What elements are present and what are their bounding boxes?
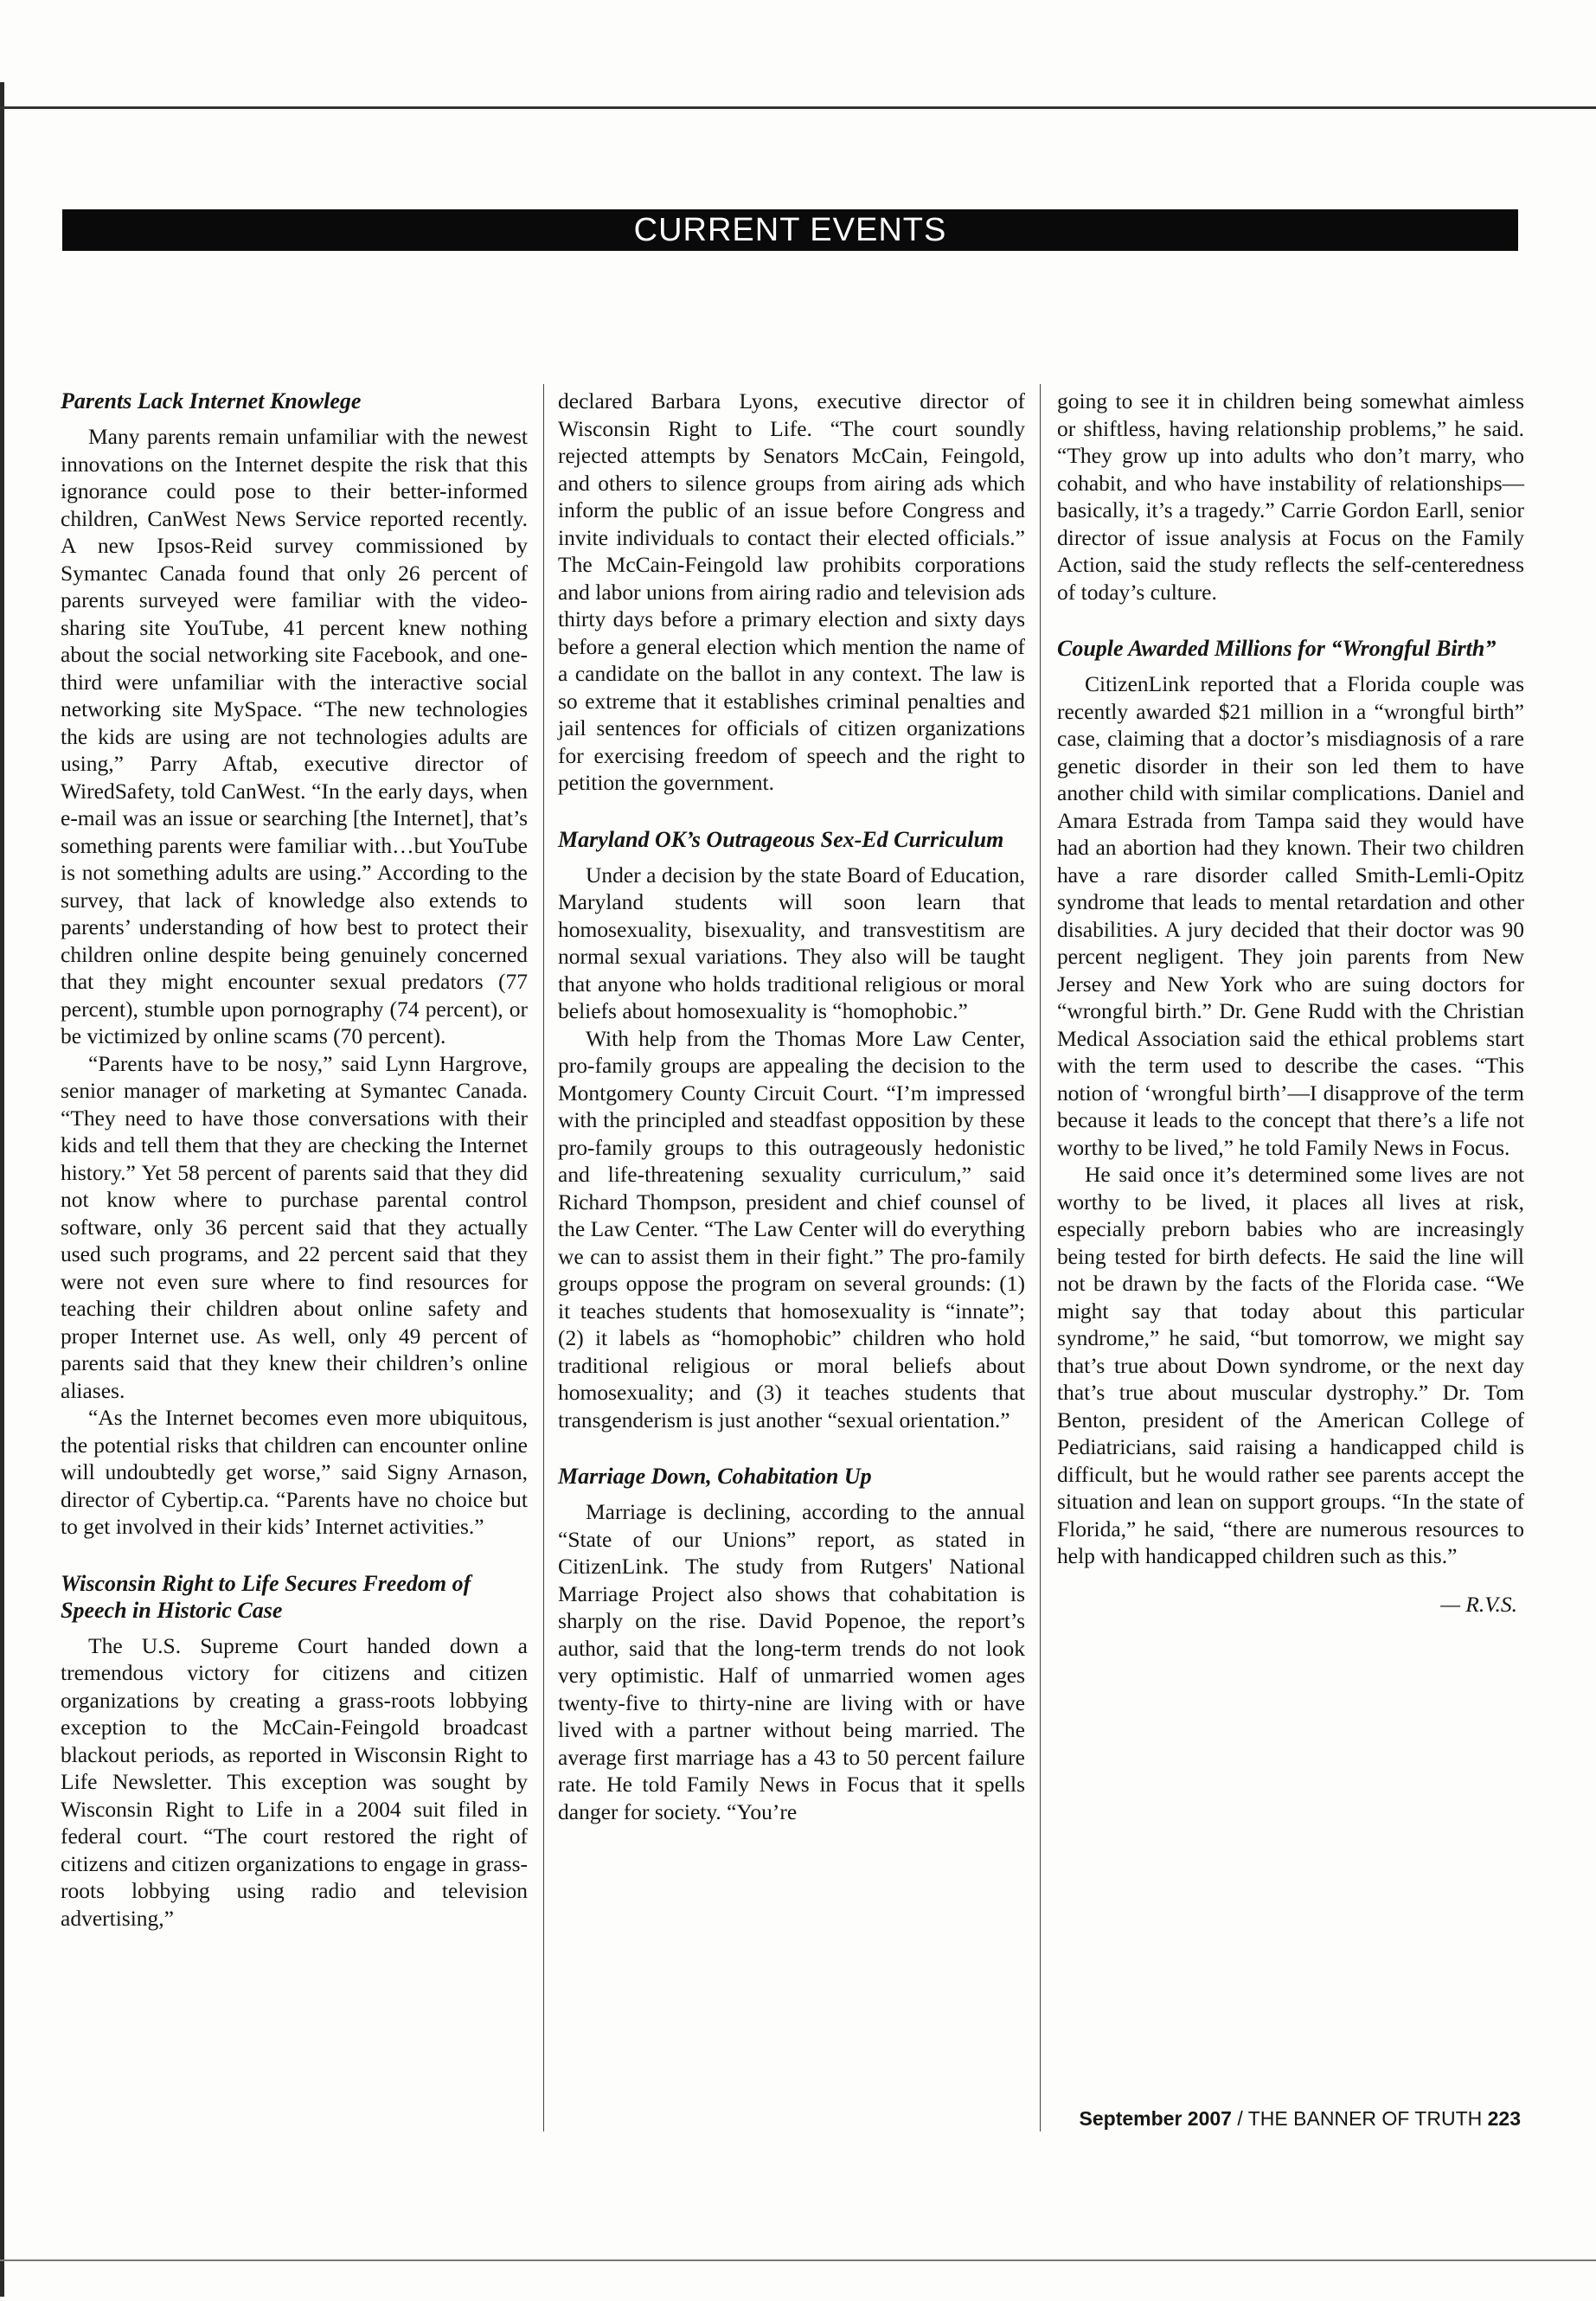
article-title-wrongful-birth: Couple Awarded Millions for “Wrongful Birth” — [1057, 636, 1497, 661]
footer-date: September 2007 — [1079, 2107, 1232, 2130]
section-banner: CURRENT EVENTS — [62, 209, 1518, 251]
article-paragraph: He said once it’s determined some lives are not worthy to be lived, it places all lives at risk, especially preborn babies who are increasingly being tested for birth defects. He said the line will not be drawn by the facts of the Florida case. “We might say that today about this particular syndrome,” he said, “but tomorrow, we might say that’s true about Down syndrome, or the next day that’s true about muscular dystrophy.” Dr. Tom Benton, president of the American College of Pediatricians, said raising a handicapped child is difficult, but he would rather see parents accept the situation and lean on support groups. “In the state of Florida,” he said, “there are numerous resources to help with handicapped children such as this.” — [1057, 1162, 1524, 1568]
article-paragraph-continued: going to see it in children being somewhat aimless or shiftless, having relationship problems,” he said. “They grow up into adults who don’t marry, who cohabit, and who have instability of relationships—basically, it’s a tragedy.” Carrie Gordon Earll, senior director of issue analysis at Focus on the Family Action, said the study reflects the self-centeredness of today’s culture. — [1057, 388, 1524, 605]
article-title-wisconsin: Wisconsin Right to Life Secures Freedom of Speech in Historic Case — [61, 1570, 471, 1623]
article-paragraph: “As the Internet becomes even more ubiquitous, the potential risks that children can encounter online will undoubtedly get worse,” said Signy Arnason, director of Cybertip.ca. “Parents have no choice but to get involved in their kids’ Internet activities.” — [61, 1405, 528, 1539]
page-edge-left — [0, 82, 4, 2297]
article-title-marriage: Marriage Down, Cohabitation Up — [558, 1464, 872, 1489]
column-divider-2 — [1040, 384, 1041, 2131]
footer-page-number: 223 — [1487, 2107, 1521, 2130]
article-paragraph-continued: declared Barbara Lyons, executive director of Wisconsin Right to Life. “The court soundly rejected attempts by Senators McCain, Feingold, and others to silence groups from airing ads which inform the public of an issue before Congress and invite individuals to contact their elected officials.” The McCain-Feingold law prohibits corporations and labor unions from airing radio and television ads thirty days before a primary election and sixty days before a general election which mention the name of a candidate on the ballot in any context. The law is so extreme that it establishes criminal penalties and jail sentences for officials of citizen organizations for exercising freedom of speech and the right to petition the government. — [558, 388, 1025, 795]
article-title-internet: Parents Lack Internet Knowlege — [61, 388, 362, 413]
author-signature: — R.V.S. — [1440, 1591, 1517, 1617]
column-3 — [1057, 388, 1524, 1618]
article-paragraph: The U.S. Supreme Court handed down a tremendous victory for citizens and citizen organizations by creating a grass-roots lobbying exception to the McCain-Feingold broadcast blackout periods, as reported in Wisconsin Right to Life Newsletter. This exception was sought by Wisconsin Right to Life in a 2004 suit filed in federal court. “The court restored the right of citizens and citizen organizations to engage in grass-roots lobbying using radio and television advertising,” — [61, 1632, 528, 1931]
column-2 — [558, 388, 1025, 1825]
footer-publication: THE BANNER OF TRUTH — [1247, 2107, 1483, 2130]
column-divider-1 — [543, 384, 544, 2131]
page-edge-bottom — [0, 2259, 1596, 2261]
page-edge-top — [0, 106, 1596, 109]
article-paragraph: “Parents have to be nosy,” said Lynn Hargrove, senior manager of marketing at Symantec Canada. “They need to have those conversations with their kids and tell them that they are checking the Internet history.” Yet 58 percent of parents said that they did not know where to purchase parental control software, only 36 percent said that they actually used such programs, and 22 percent said that they were not even sure where to find resources for teaching their children about online safety and proper Internet use. As well, only 49 percent of parents said that they knew their children’s online aliases. — [61, 1050, 528, 1403]
article-paragraph: Marriage is declining, according to the annual “State of our Unions” report, as stated in CitizenLink. The study from Rutgers' National Marriage Project also shows that cohabitation is sharply on the rise. David Popenoe, the report’s author, said that the long-term trends do not look very optimistic. Half of unmarried women ages twenty-five to thirty-nine are living with or have lived with a partner without being married. The average first marriage has a 43 to 50 percent failure rate. He told Family News in Focus that it spells danger for society. “You’re — [558, 1499, 1025, 1824]
article-paragraph: With help from the Thomas More Law Center, pro-family groups are appealing the decision to the Montgomery County Circuit Court. “I’m impressed with the principled and steadfast opposition by these pro-family groups to this outrageously hedonistic and life-threatening sexuality curriculum,” said Richard Thompson, president and chief counsel of the Law Center. “The Law Center will do everything we can to assist them in their fight.” The pro-family groups oppose the program on several grounds: (1) it teaches students that homosexuality is “innate”; (2) it labels as “homophobic” children who hold traditional religious or moral beliefs about homosexuality; and (3) it teaches students that transgenderism is just another “sexual orientation.” — [558, 1025, 1025, 1433]
page-footer — [1073, 2107, 1521, 2131]
article-title-maryland: Maryland OK’s Outrageous Sex-Ed Curriculum — [558, 826, 1004, 852]
footer-separator: / — [1231, 2107, 1248, 2130]
article-paragraph: Under a decision by the state Board of Education, Maryland students will soon learn that homosexuality, bisexuality, and transvestitism are normal sexual variations. They also will be taught that anyone who holds traditional religious or moral beliefs about homosexuality is “homophobic.” — [558, 862, 1025, 1023]
column-1 — [61, 388, 528, 1932]
article-paragraph: Many parents remain unfamiliar with the newest innovations on the Internet despite the risk that this ignorance could pose to their better-informed children, CanWest News Service reported recently. A new Ipsos-Reid survey commissioned by Symantec Canada found that only 26 percent of parents surveyed were familiar with the video-sharing site YouTube, 41 percent knew nothing about the social networking site Facebook, and one-third were unfamiliar with the interactive social networking site MySpace. “The new technologies the kids are using are not technologies adults are using,” Parry Aftab, executive director of WiredSafety, told CanWest. “In the early days, when e-mail was an issue or searching [the Internet], that’s something parents were familiar with…but YouTube is not something adults are using.” According to the survey, that lack of knowledge also extends to parents’ understanding of how best to protect their children online despite being genuinely concerned that they might encounter sexual predators (77 percent), stumble upon pornography (74 percent), or be victimized by online scams (70 percent). — [61, 424, 528, 1048]
article-paragraph: CitizenLink reported that a Florida couple was recently awarded $21 million in a “wrongful birth” case, claiming that a doctor’s misdiagnosis of a rare genetic disorder in their son led them to have another child with similar complications. Daniel and Amara Estrada from Tampa said they would have had an abortion had they known. Their two children have a rare disorder called Smith-Lemli-Opitz syndrome that leads to mental retardation and other disabilities. A jury decided that their doctor was 90 percent negligent. They join parents from New Jersey and New York who are suing doctors for “wrongful birth.” Dr. Gene Rudd with the Christian Medical Association said the ethical problems start with the term used to describe the cases. “This notion of ‘wrongful birth’—I disapprove of the term because it leads to the concept that there’s a life not worthy to be lived,” he told Family News in Focus. — [1057, 671, 1524, 1160]
